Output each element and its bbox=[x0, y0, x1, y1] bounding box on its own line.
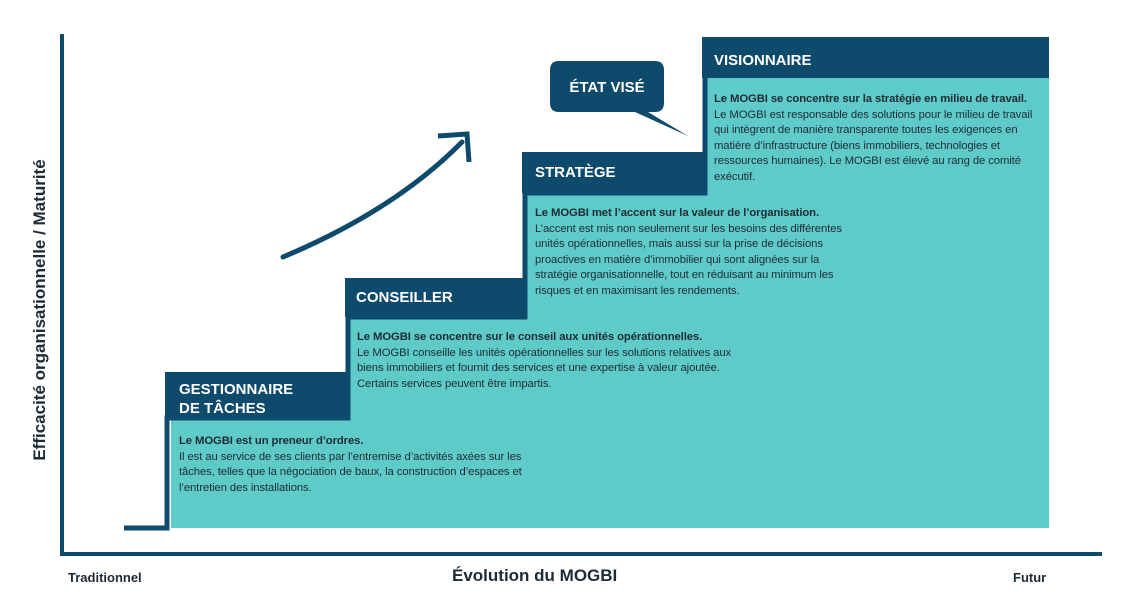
step-description-strategist bbox=[535, 206, 850, 299]
step-lead-strategist: Le MOGBI met l’accent sur la valeur de l’organisation. bbox=[535, 207, 820, 219]
y-axis-label: Efficacité organisationnelle / Maturité bbox=[30, 159, 49, 461]
x-axis-label: Évolution du MOGBI bbox=[452, 566, 618, 585]
target-state-label: ÉTAT VISÉ bbox=[569, 78, 645, 96]
step-title-strategist: STRATÈGE bbox=[535, 164, 616, 181]
step-title-advisor: CONSEILLER bbox=[356, 289, 453, 306]
step-lead-advisor: Le MOGBI se concentre sur le conseil aux unités opérationnelles. bbox=[357, 331, 703, 343]
step-title-visionary: VISIONNAIRE bbox=[714, 52, 812, 69]
step-body-advisor: Le MOGBI conseille les unités opérationnelles sur les solutions relatives aux biens immobiliers et fournit des services et une expertise à valeur ajoutée. Certains services peuvent être impartis. bbox=[357, 346, 732, 390]
step-body-visionary: Le MOGBI est responsable des solutions pour le milieu de travail qui intègrent de manière transparente toutes les exigences en matière d’infrastructure (biens immobiliers, technologies et ressources humaines). Le MOGBI est élevé au rang de comité exécutif. bbox=[714, 108, 1033, 183]
x-axis-end-label: Futur bbox=[1013, 570, 1047, 585]
step-title-task-manager: GESTIONNAIRE DE TÂCHES bbox=[179, 381, 294, 417]
step-description-task-manager bbox=[179, 434, 529, 496]
step-description-advisor bbox=[357, 330, 752, 392]
growth-arrow-icon bbox=[283, 142, 462, 257]
step-body-task-manager: Il est au service de ses clients par l’entremise d’activités axées sur les tâches, telles que la négociation de baux, la construction d’espaces et l’entretien des installations. bbox=[179, 450, 522, 494]
step-body-strategist: L’accent est mis non seulement sur les besoins des différentes unités opérationnelles, mais aussi sur la prise de décisions proactives en matière d’immobilier qui sont alignées sur la stratégie organisationnelle, tout en réduisant au minimum les risques et en maximisant les rendements. bbox=[535, 222, 842, 297]
x-axis-start-label: Traditionnel bbox=[68, 570, 142, 585]
step-lead-visionary: Le MOGBI se concentre sur la stratégie en milieu de travail. bbox=[714, 93, 1027, 105]
step-description-visionary bbox=[714, 92, 1036, 185]
step-lead-task-manager: Le MOGBI est un preneur d’ordres. bbox=[179, 435, 364, 447]
